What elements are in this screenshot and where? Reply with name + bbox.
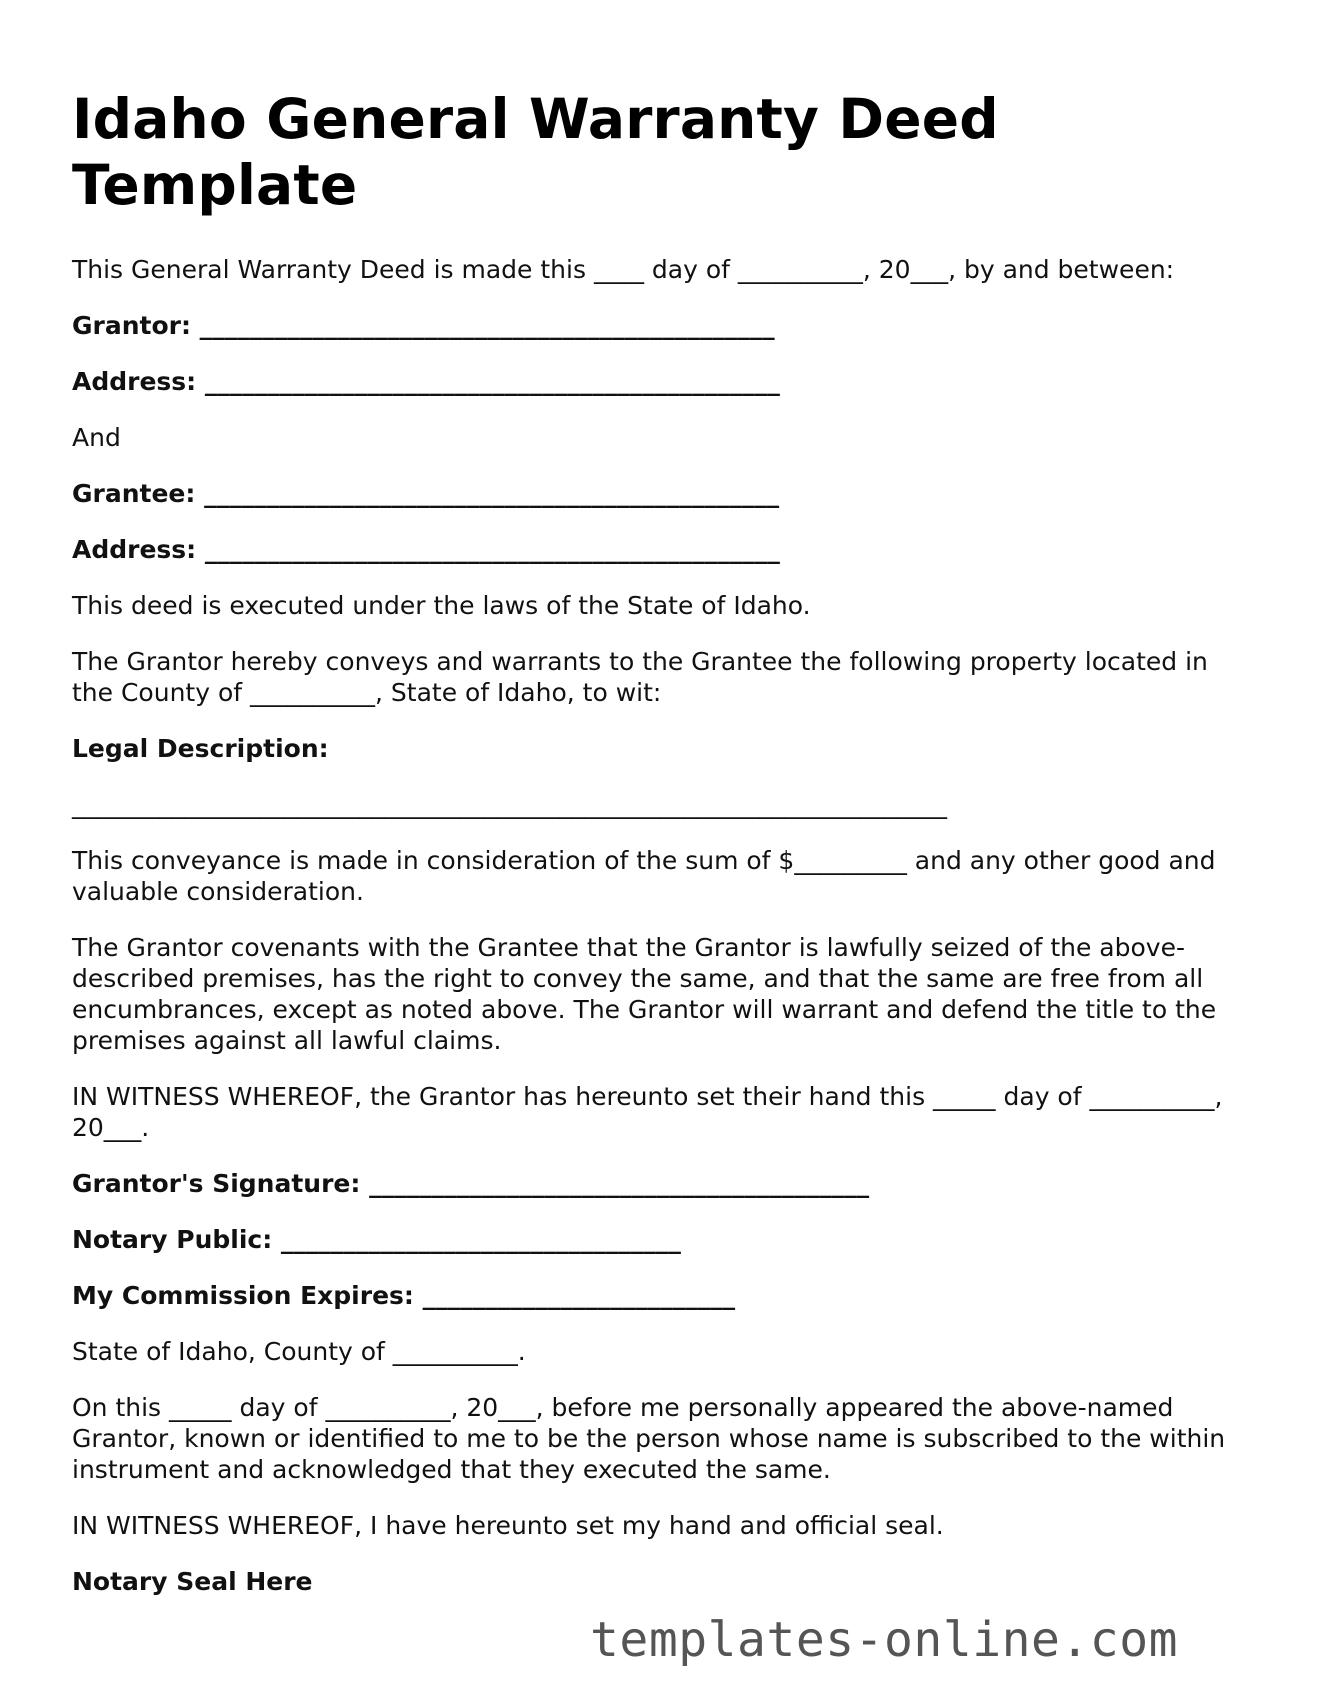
- conveyance-paragraph: The Grantor hereby conveys and warrants to the Grantee the following property located in the County of __________, State of Idaho, to wit:: [72, 647, 1208, 707]
- intro-paragraph: This General Warranty Deed is made this ____ day of __________, 20___, by and between:: [72, 255, 1175, 284]
- laws-paragraph: This deed is executed under the laws of the State of Idaho.: [72, 591, 811, 620]
- grantee-address-field: Address: ______________________________________________: [72, 535, 780, 564]
- grantee-field: Grantee: ______________________________________________: [72, 479, 780, 508]
- grantor-address-field: Address: ______________________________________________: [72, 367, 780, 396]
- legal-description-label: Legal Description:: [72, 734, 329, 763]
- grantor-field: Grantor: ______________________________________________: [72, 311, 775, 340]
- grantor-witness-paragraph: IN WITNESS WHEREOF, the Grantor has hereunto set their hand this _____ day of __________, 20___.: [72, 1082, 1223, 1142]
- document-page: [72, 86, 1252, 1622]
- acknowledgment-paragraph: On this _____ day of __________, 20___, before me personally appeared the above-named Grantor, known or identified to me to be the person whose name is subscribed to the within instrument and acknowledged that they executed the same.: [72, 1393, 1226, 1484]
- watermark: templates-online.com: [590, 1612, 1178, 1668]
- grantor-signature-field: Grantor's Signature: ________________________________________: [72, 1169, 870, 1198]
- consideration-paragraph: This conveyance is made in consideration of the sum of $_________ and any other good and valuable consideration.: [72, 846, 1216, 906]
- legal-description-line: ______________________________________________________________________: [72, 790, 947, 819]
- commission-expires-field: My Commission Expires: _________________________: [72, 1281, 736, 1310]
- notary-public-field: Notary Public: ________________________________: [72, 1225, 681, 1254]
- notary-witness-paragraph: IN WITNESS WHEREOF, I have hereunto set my hand and official seal.: [72, 1511, 944, 1540]
- covenants-paragraph: The Grantor covenants with the Grantee that the Grantor is lawfully seized of the above-described premises, has the right to convey the same, and that the same are free from all encumbrances, except as noted above. The Grantor will warrant and defend the title to the premises against all lawful claims.: [72, 933, 1217, 1055]
- and-text: And: [72, 423, 121, 452]
- state-county-line: State of Idaho, County of __________.: [72, 1337, 526, 1366]
- notary-seal-label: Notary Seal Here: [72, 1567, 313, 1596]
- page-title: Idaho General Warranty Deed Template: [72, 87, 999, 217]
